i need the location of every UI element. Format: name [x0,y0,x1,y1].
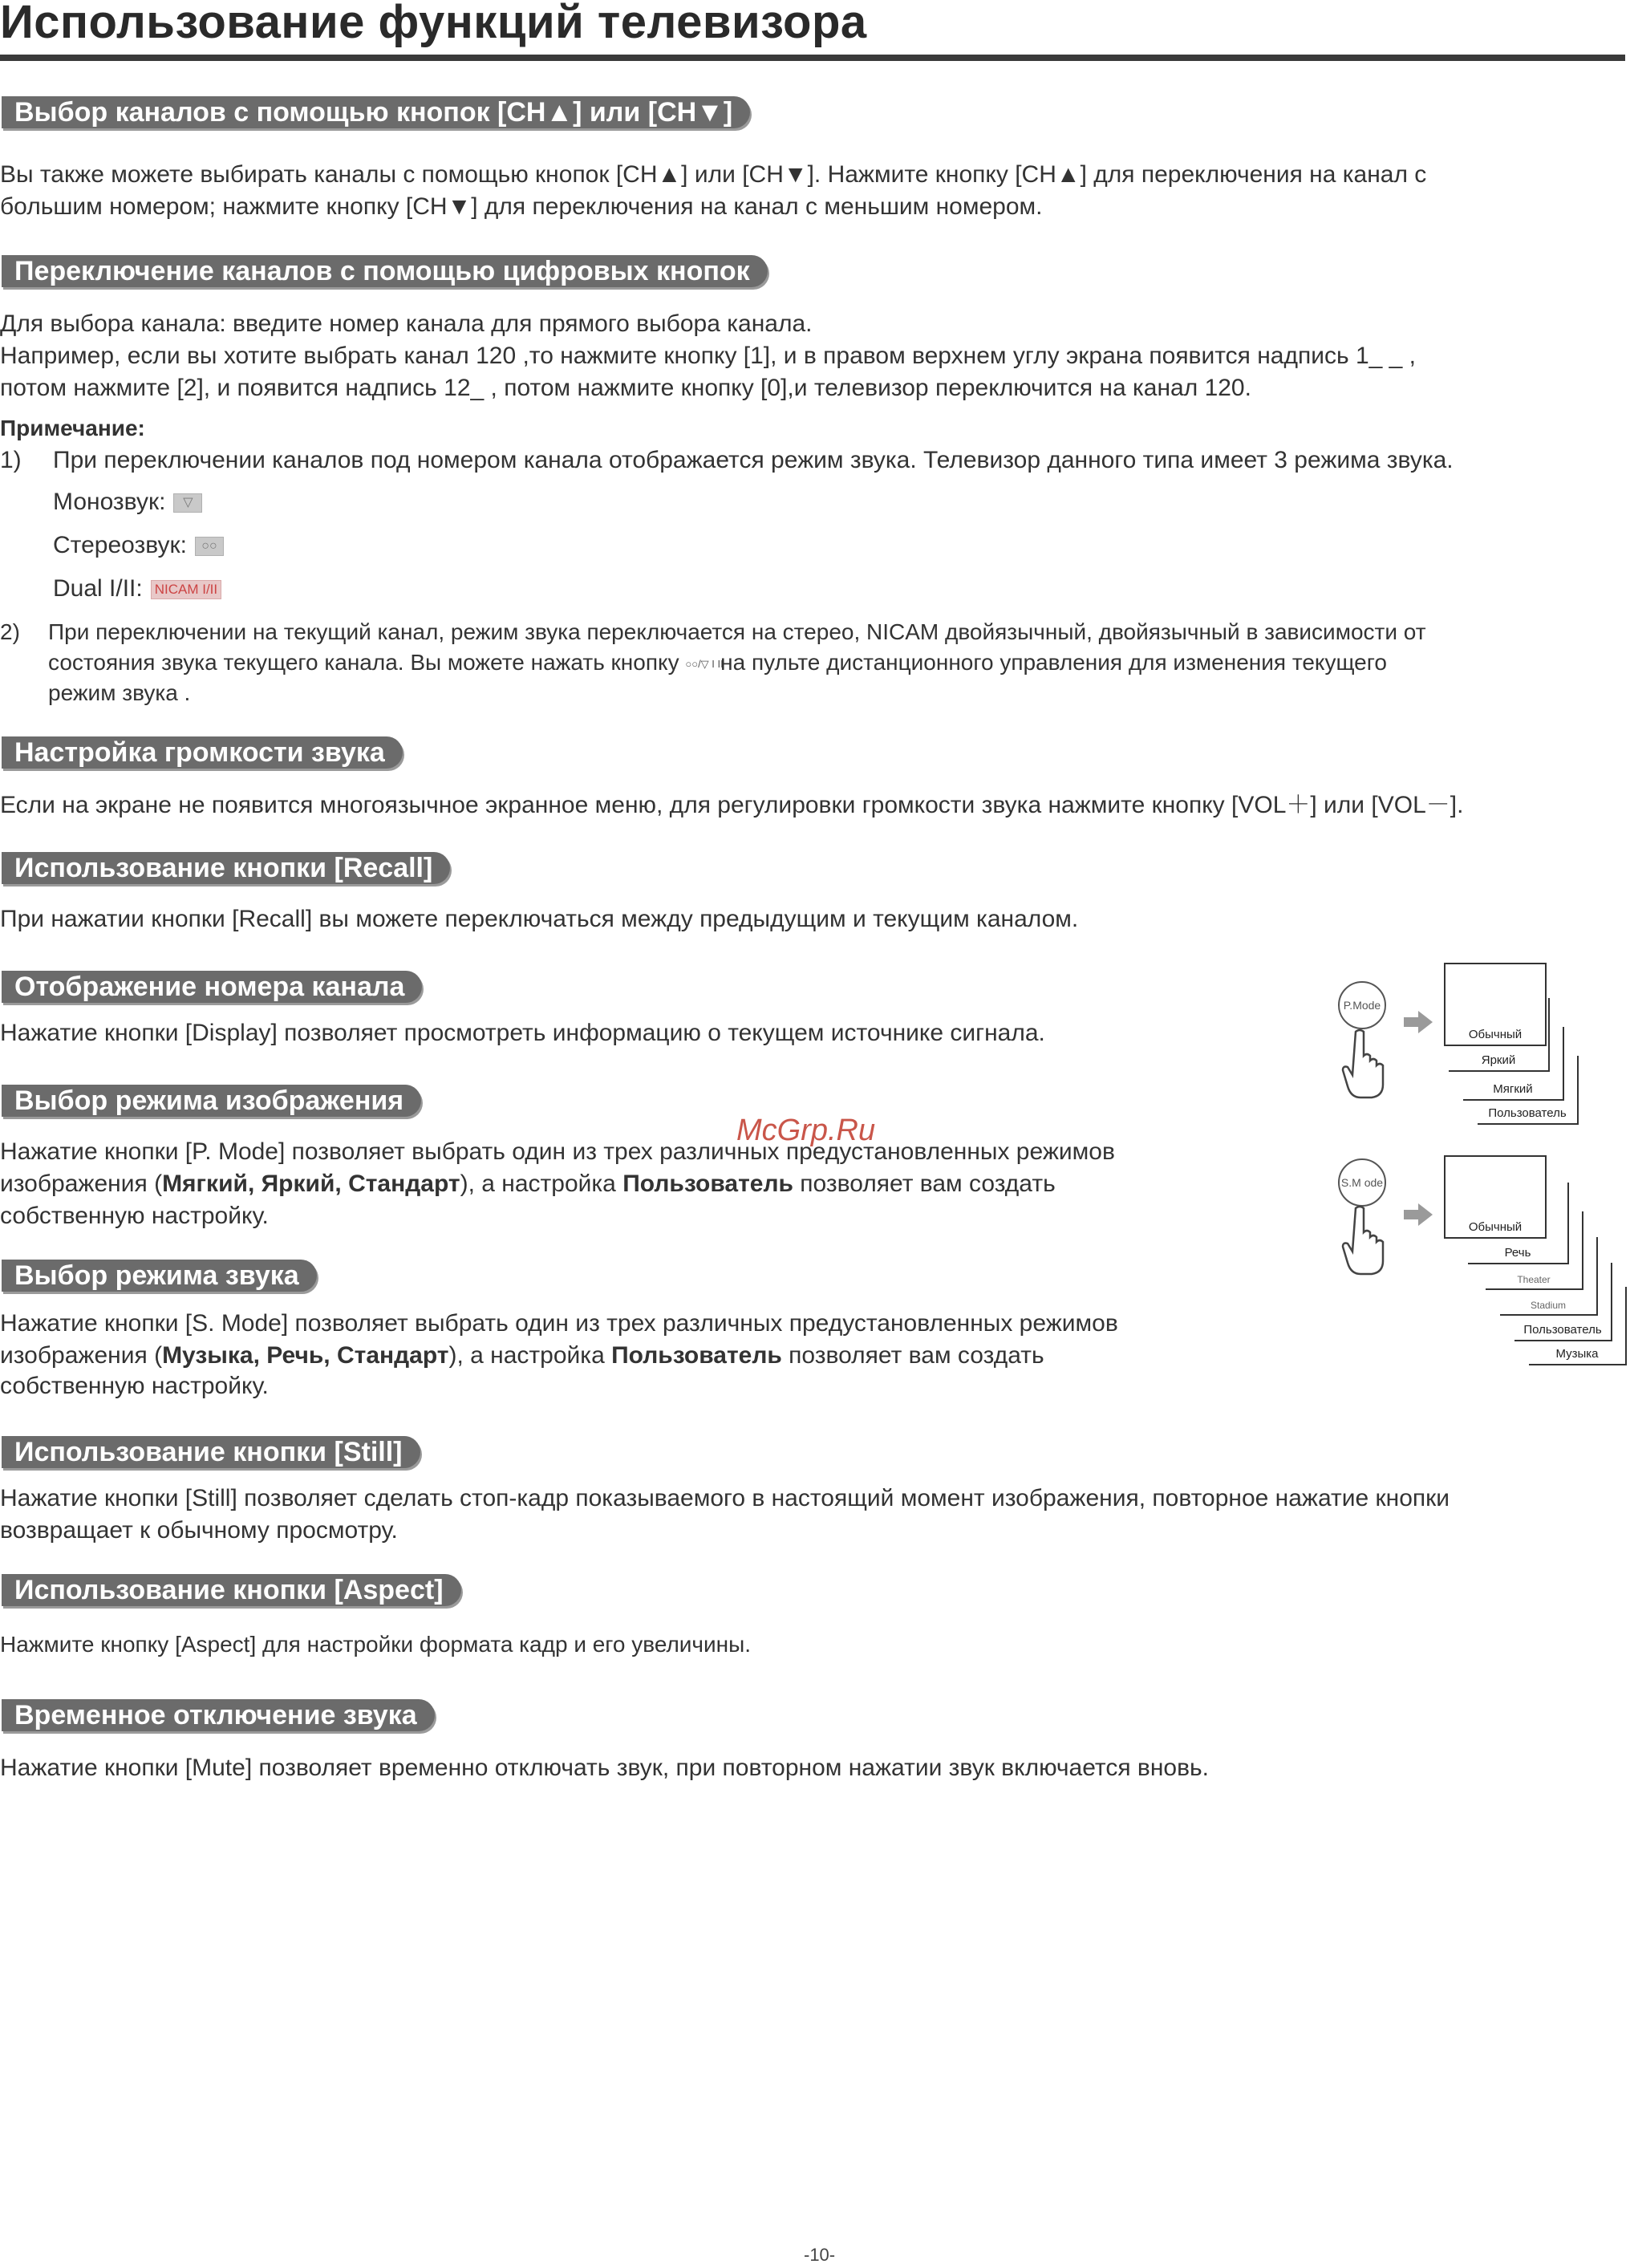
title-divider [0,55,1625,61]
paragraph: возвращает к обычному просмотру. [0,1517,398,1544]
nicam-icon: NICAM I/II [151,580,221,599]
stereo-label: Стереозвук: [53,532,187,558]
mode-card: Речь [1468,1183,1569,1264]
section-header-recall: Использование кнопки [Recall] [2,852,450,884]
arrow-right-icon [1404,1203,1433,1226]
sound-toggle-icon: ○○/▽ I II [685,657,724,670]
paragraph: собственную настройку. [0,1373,269,1399]
smode-button: S.M ode [1338,1158,1386,1207]
note-number: 1) [0,447,22,473]
section-header-picture-mode: Выбор режима изображения [2,1085,421,1117]
dual-row [53,573,221,605]
mode-card: Яркий [1449,998,1550,1072]
hand-pointer-icon [1341,1203,1389,1276]
paragraph: Если на экране не появится многоязычное экранное меню, для регулировки громкости звука нажмите кнопку [VOL＋] или [VOL－]. [0,792,1464,818]
paragraph: Нажатие кнопки [Still] позволяет сделать стоп-кадр показываемого в настоящий момент изображения, повторное нажатие кнопки [0,1485,1450,1511]
section-header-digit-buttons: Переключение каналов с помощью цифровых кнопок [2,255,768,287]
mode-card: Пользователь [1478,1056,1579,1125]
paragraph: потом нажмите [2], и появится надпись 12_ , потом нажмите кнопку [0],и телевизор переключится на канал 120. [0,375,1251,401]
section-header-sound-mode: Выбор режима звука [2,1260,317,1292]
paragraph: Нажатие кнопки [Display] позволяет просмотреть информацию о текущем источнике сигнала. [0,1020,1045,1046]
section-header-aspect: Использование кнопки [Aspect] [2,1574,461,1606]
page-title: Использование функций телевизора [0,0,867,48]
dual-label: Dual I/II: [53,575,143,602]
note-text-part: состояния звука текущего канала. Вы можете нажать кнопку [48,650,679,675]
paragraph: Вы также можете выбирать каналы с помощью кнопок [CH▲] или [CH▼]. Нажмите кнопку [CH▲] для переключения на канал с [0,161,1427,188]
mode-card: Обычный [1444,963,1547,1046]
paragraph: При нажатии кнопки [Recall] вы можете переключаться между предыдущим и текущим каналом. [0,906,1079,932]
pmode-button: P.Mode [1338,981,1386,1029]
paragraph: Для выбора канала: введите номер канала для прямого выбора канала. [0,310,813,337]
paragraph: изображения (Музыка, Речь, Стандарт), а настройка Пользователь позволяет вам создать [0,1342,1044,1369]
paragraph: Например, если вы хотите выбрать канал 120 ,то нажмите кнопку [1], и в правом верхнем углу экрана появится надпись 1_ _ , [0,343,1417,369]
section-header-mute: Временное отключение звука [2,1699,435,1731]
paragraph: Нажмите кнопку [Aspect] для настройки формата кадр и его увеличины. [0,1632,752,1657]
paragraph: изображения (Мягкий, Яркий, Стандарт), а настройка Пользователь позволяет вам создать [0,1171,1056,1197]
note-title: Примечание: [0,416,145,440]
mode-card: Мягкий [1463,1027,1564,1101]
section-header-display: Отображение номера канала [2,971,422,1003]
mono-label: Монозвук: [53,489,166,515]
mode-card: Обычный [1444,1155,1547,1239]
paragraph: Нажатие кнопки [S. Mode] позволяет выбрать один из трех различных предустановленных режимов [0,1310,1118,1337]
stereo-sound-icon: ○○ [195,537,224,556]
paragraph: Нажатие кнопки [P. Mode] позволяет выбрать один из трех различных предустановленных режимов [0,1138,1115,1165]
mode-card: Theater [1486,1211,1583,1290]
arrow-right-icon [1404,1011,1433,1033]
paragraph: Нажатие кнопки [Mute] позволяет временно отключать звук, при повторном нажатии звук включается вновь. [0,1755,1209,1781]
watermark: McGrp.Ru [736,1114,876,1147]
paragraph: большим номером; нажмите кнопку [CH▼] для переключения на канал с меньшим номером. [0,193,1043,220]
page-number: -10- [804,2245,836,2265]
paragraph: собственную настройку. [0,1203,269,1229]
note-text: режим звука . [48,680,191,705]
mode-card: Музыка [1529,1287,1627,1365]
section-header-channel-buttons: Выбор каналов с помощью кнопок [CH▲] или [CH▼] [2,96,750,128]
section-header-still: Использование кнопки [Still] [2,1436,420,1468]
mode-card: Пользователь [1514,1263,1612,1341]
hand-pointer-icon [1341,1027,1389,1099]
note-text: При переключении каналов под номером канала отображается режим звука. Телевизор данного типа имеет 3 режима звука. [53,447,1454,473]
mono-row [53,486,202,518]
section-header-volume: Настройка громкости звука [2,736,403,769]
note-text: При переключении на текущий канал, режим звука переключается на стерео, NICAM двойязычный, двойязычный в зависимости от [48,619,1426,644]
note-text [48,647,1387,679]
note-number: 2) [0,619,20,644]
note-text-part: на пульте дистанционного управления для изменения текущего [720,650,1387,675]
mono-sound-icon: ▽ [173,493,202,513]
mode-card: Stadium [1500,1237,1598,1316]
stereo-row [53,529,224,562]
